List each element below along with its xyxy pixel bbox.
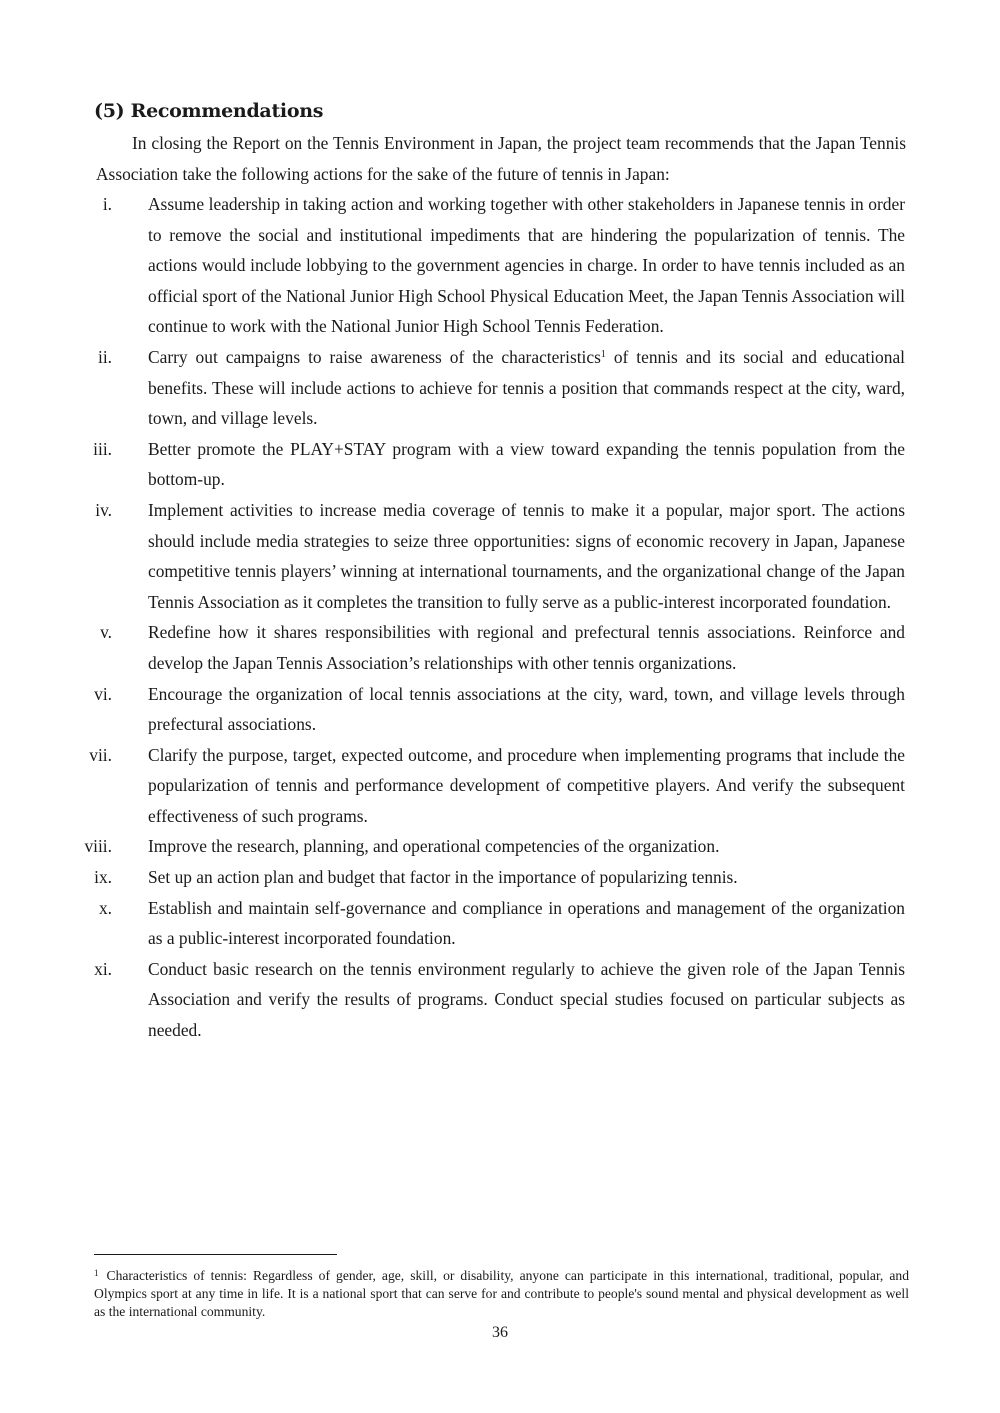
list-item-text: Establish and maintain self-governance and compliance in operations and management of the organization as a public-interest incorporated foundation.	[148, 897, 905, 949]
list-item	[0, 954, 1000, 1046]
footnote-divider	[94, 1254, 337, 1255]
list-item-number: iv.	[95, 499, 112, 520]
list-item-text: Encourage the organization of local tennis associations at the city, ward, town, and village levels through prefectural associations.	[148, 683, 905, 735]
list-item-number: v.	[100, 622, 112, 643]
list-item-text: Better promote the PLAY+STAY program with a view toward expanding the tennis population from the bottom-up.	[148, 438, 905, 490]
list-item-text-part: of tennis and its social and educational benefits. These will include actions to achieve for tennis a position that commands respect at the city, ward, town, and village levels.	[148, 346, 905, 429]
list-item-text: Assume leadership in taking action and working together with other stakeholders in Japanese tennis in order to remove the social and institutional impediments that are hindering the popularization of tennis. The actions would include lobbying to the government agencies in charge. In order to have tennis included as an official sport of the National Junior High School Physical Education Meet, the Japan Tennis Association will continue to work with the National Junior High School Tennis Federation.	[148, 194, 905, 337]
page-number: 36	[492, 1324, 508, 1341]
list-item	[0, 679, 1000, 740]
list-item-number: vii.	[89, 744, 112, 765]
list-item	[0, 342, 1000, 434]
list-item	[0, 434, 1000, 495]
footnote-reference: 1	[600, 348, 606, 360]
footnote-text: Characteristics of tennis: Regardless of gender, age, skill, or disability, anyone can participate in this international, traditional, popular, and Olympics sport at any time in life. It is a national sport that can serve for and contribute to people's sound mental and physical development as well as the international community.	[94, 1268, 909, 1319]
section-heading: (5) Recommendations	[94, 100, 324, 122]
list-item-text-part: Carry out campaigns to raise awareness of the characteristics	[148, 346, 601, 367]
list-item-number: ix.	[94, 867, 112, 888]
list-item-number: viii.	[84, 836, 112, 857]
list-item-number: x.	[98, 897, 112, 918]
list-item-text: Clarify the purpose, target, expected outcome, and procedure when implementing programs that include the popularization of tennis and performance development of competitive players. And verify the subsequent effectiveness of such programs.	[148, 744, 905, 826]
list-item-text: Redefine how it shares responsibilities with regional and prefectural tennis associations. Reinforce and develop the Japan Tennis Association’s relationships with other tennis organizations.	[148, 622, 905, 673]
recommendations-list	[0, 189, 1000, 1046]
list-item	[0, 495, 1000, 617]
list-item	[0, 893, 1000, 954]
footnote-mark: 1	[94, 1268, 99, 1278]
list-item-text: Set up an action plan and budget that factor in the importance of popularizing tennis.	[148, 867, 738, 888]
list-item	[0, 617, 1000, 678]
list-item	[0, 862, 1000, 893]
list-item	[0, 189, 1000, 342]
list-item-number: i.	[102, 194, 112, 214]
list-item	[0, 831, 1000, 862]
list-item-number: xi.	[94, 958, 112, 979]
list-item	[0, 740, 1000, 832]
list-item-number: vi.	[94, 683, 112, 704]
list-item-text	[148, 342, 905, 434]
list-item-number: ii.	[97, 346, 112, 367]
intro-paragraph: In closing the Report on the Tennis Environment in Japan, the project team recommends that the Japan Tennis Association take the following actions for the sake of the future of tennis in Japan:	[96, 133, 906, 184]
list-item-text: Improve the research, planning, and operational competencies of the organization.	[148, 836, 720, 857]
list-item-text: Implement activities to increase media coverage of tennis to make it a popular, major sport. The actions should include media strategies to seize three opportunities: signs of economic recovery in Japan, Japanese competitive tennis players’ winning at international tournaments, and the organizational change of the Japan Tennis Association as it completes the transition to fully serve as a public-interest incorporated foundation.	[148, 499, 905, 612]
footnote	[94, 1264, 909, 1321]
list-item-number: iii.	[93, 438, 112, 459]
list-item-text: Conduct basic research on the tennis environment regularly to achieve the given role of the Japan Tennis Association and verify the results of programs. Conduct special studies focused on particular subjects as needed.	[148, 958, 905, 1041]
